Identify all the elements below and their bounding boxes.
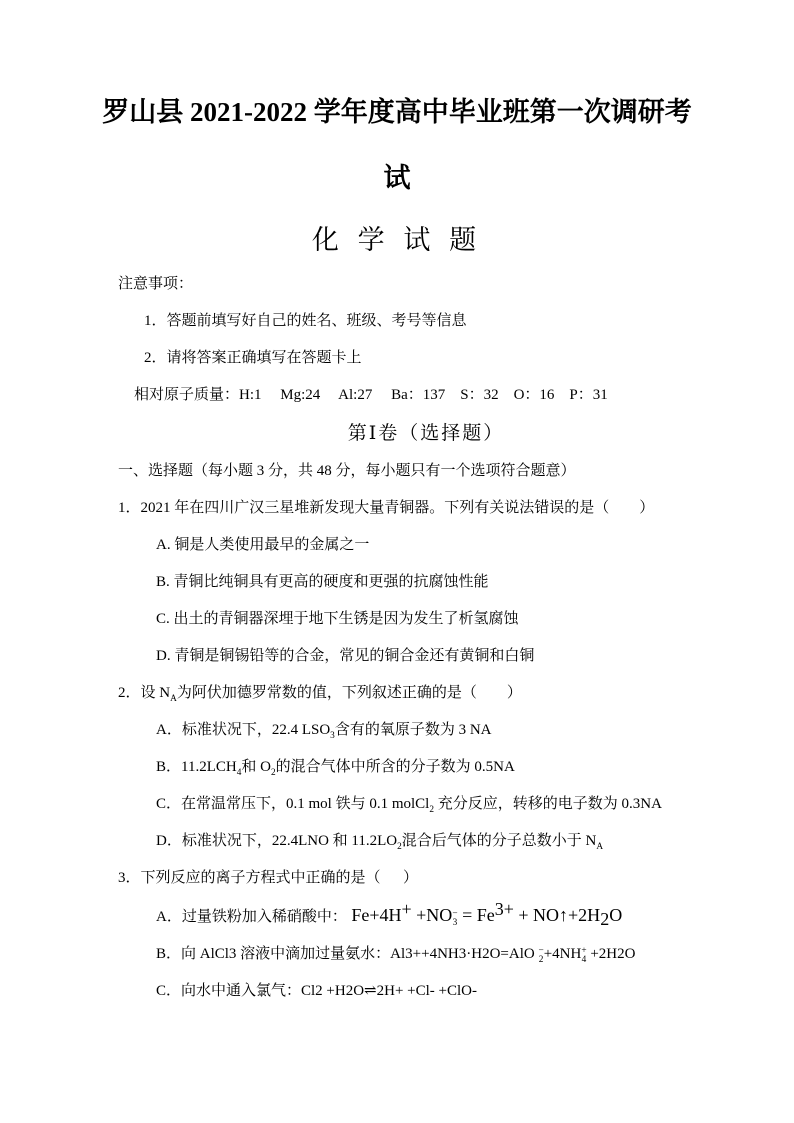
question-1 xyxy=(118,490,734,675)
question-2-option-d: D．标准状况下，22.4LNO 和 $11.2LO_2$混合后气体的分子总数小于 $N_A$ xyxy=(156,833,604,852)
section-instruction: 一、选择题（每小题 3 分，共 48 分，每小题只有一个选项符合题意） xyxy=(118,463,576,479)
question-1-stem: 1．2021 年在四川广汉三星堆新发现大量青铜器。下列有关说法错误的是（ ） xyxy=(118,500,655,516)
exam-title-line1: 罗山县 2021-2022 学年度高中毕业班第一次调研考 xyxy=(102,97,692,127)
notice-item-1: 1．答题前填写好自己的姓名、班级、考号等信息 xyxy=(144,313,467,329)
subject-title: 化 学 试 题 xyxy=(311,225,483,255)
question-2 xyxy=(118,675,734,860)
question-1-option-c: C. 出土的青铜器深埋于地下生锈是因为发生了析氢腐蚀 xyxy=(156,611,519,627)
question-3-stem: 3．下列反应的离子方程式中正确的是（ ） xyxy=(118,870,419,886)
notice-item-2: 2．请将答案正确填写在答题卡上 xyxy=(144,350,362,366)
question-3-option-b: B．向 AlCl3 溶液中滴加过量氨水：Al3++4NH3·H2O=AlO − 2 +4NH + 4 +2H2O xyxy=(156,945,636,966)
question-2-option-b: B．$11.2LCH_4$和 $O_2$的混合气体中所含的分子数为 0.5NA xyxy=(156,759,515,778)
question-3-option-c: C．向水中通入氯气：Cl2 +H2O⇌2H+ +Cl- +ClO- xyxy=(156,983,477,999)
question-1-option-d: D. 青铜是铜锡铅等的合金，常见的铜合金还有黄铜和白铜 xyxy=(156,648,535,664)
question-2-option-c: C．在常温常压下，0.1 mol 铁与 0.1 molCl$_2$ 充分反应，转移的电子数为 0.3NA xyxy=(156,796,662,815)
question-2-option-a: A．标准状况下，22.4 $LSO_3$含有的氧原子数为 3 NA xyxy=(156,722,492,741)
notice-heading: 注意事项： xyxy=(118,276,194,292)
question-1-option-a: A. 铜是人类使用最早的金属之一 xyxy=(156,537,370,553)
section-title: 第Ⅰ卷（选择题） xyxy=(347,423,505,444)
question-2-stem: 2．设 $N_A$为阿伏加德罗常数的值，下列叙述正确的是（ ） xyxy=(118,685,522,704)
exam-title-line2: 试 xyxy=(383,163,411,193)
atomic-mass-line: 相对原子质量：H:1 Mg:24 Al:27 Ba：137 S：32 O：16 P：31 xyxy=(134,387,608,403)
question-3 xyxy=(118,860,734,1010)
question-1-option-b: B. 青铜比纯铜具有更高的硬度和更强的抗腐蚀性能 xyxy=(156,574,489,590)
exam-body xyxy=(0,266,794,1010)
question-3-option-a: A．过量铁粉加入稀硝酸中： Fe+4H+ +NO − 3 = $Fe^{3+}$ + $NO↑+2H_2O$ xyxy=(156,899,623,929)
